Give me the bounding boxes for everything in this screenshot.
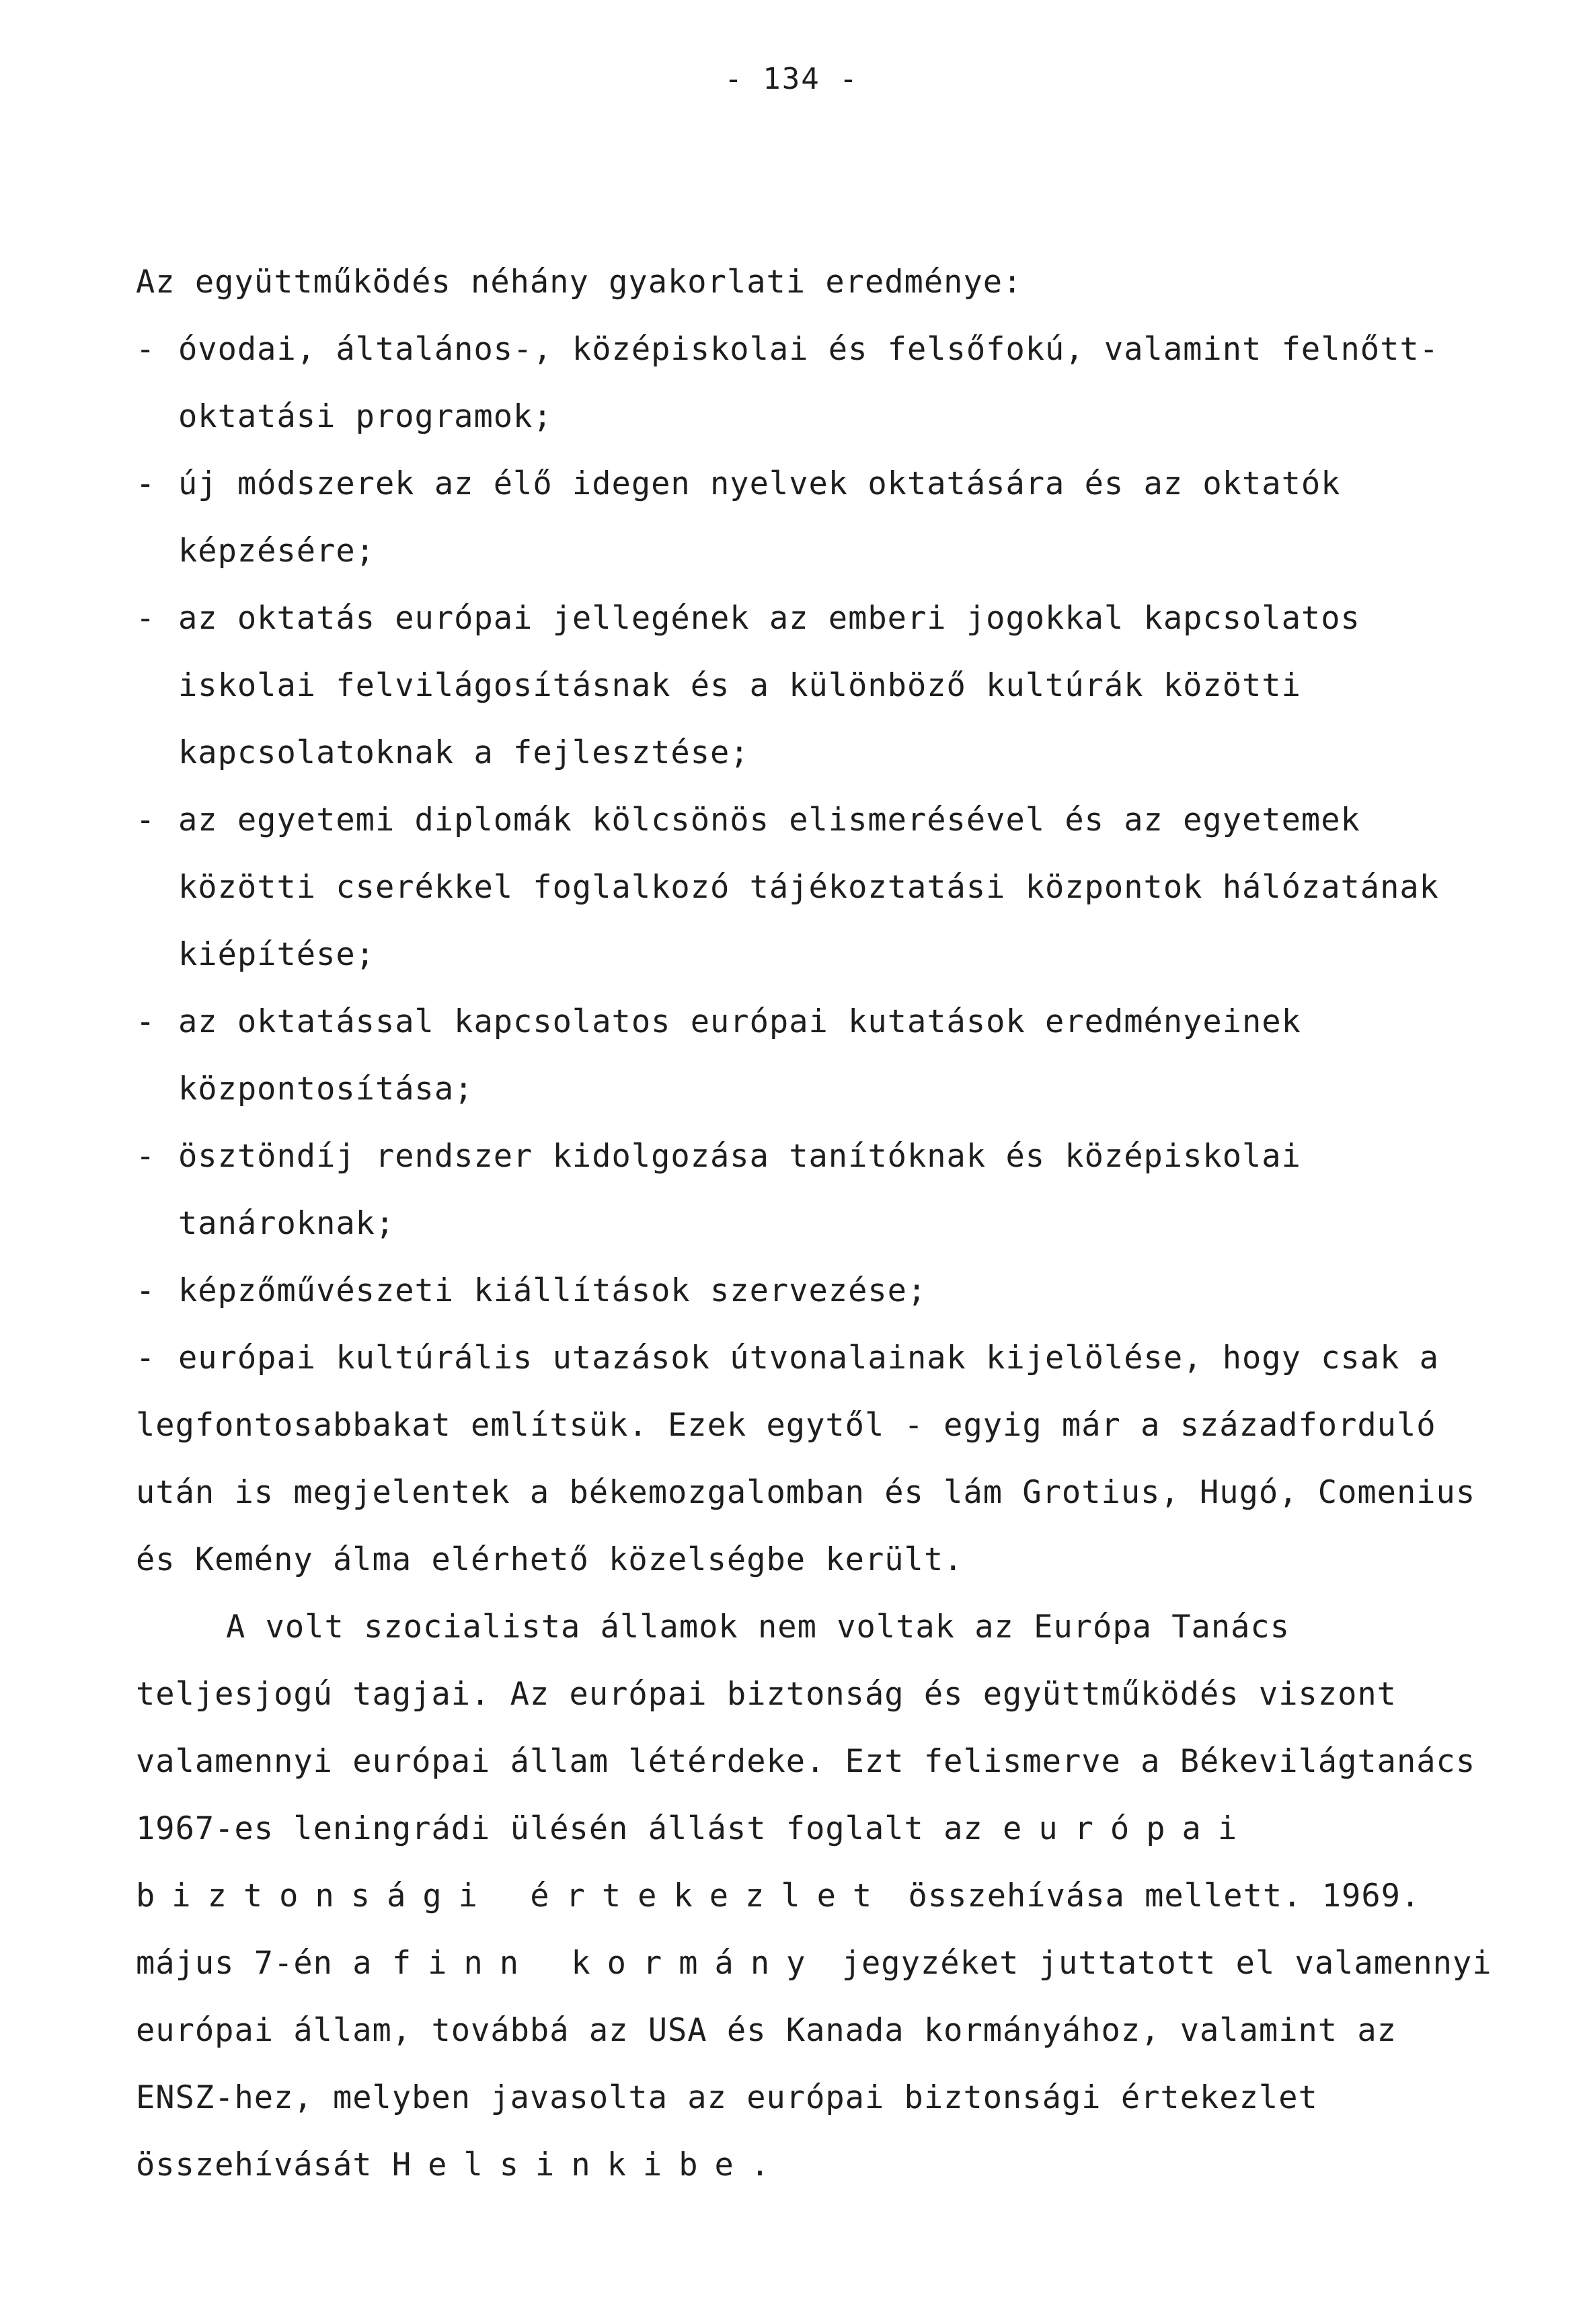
list-item-text: új módszerek az élő idegen nyelvek oktatására és az oktatók képzésére;: [178, 465, 1341, 570]
document-body: [136, 249, 1494, 2199]
list-item: [136, 989, 1494, 1123]
list-item: [136, 1325, 1494, 1392]
emphasized-text: Helsinkibe: [391, 2146, 750, 2183]
list-dash: -: [136, 331, 156, 368]
body-paragraph: [136, 1594, 1494, 2199]
list-item-text: képzőművészeti kiállítások szervezése;: [178, 1272, 927, 1309]
list-item-text: az oktatás európai jellegének az emberi jogokkal kapcsolatos iskolai felvilágosításnak és a különböző kultúrák közötti kapcsolatoknak a fejlesztése;: [178, 600, 1360, 771]
emphasized-text: európai biztonsági értekezlet: [136, 1810, 1254, 1914]
paragraph-text: jegyzéket juttatott el valamennyi európai állam, továbbá az USA és Kanada kormányához, valamint az ENSZ-hez, melyben javasolta az európai biztonsági értekezlet összehívását: [136, 1945, 1492, 2183]
list-item: [136, 585, 1494, 787]
list-dash: -: [136, 802, 156, 839]
paragraph-text: összehívása mellett. 1969. május 7-én a: [136, 1877, 1421, 1982]
list-dash: -: [136, 600, 156, 637]
list-dash: -: [136, 465, 156, 502]
list-dash: -: [136, 1272, 156, 1309]
list-item: [136, 316, 1494, 451]
intro-line: Az együttműködés néhány gyakorlati eredménye:: [136, 264, 1023, 301]
list-dash: -: [136, 1138, 156, 1175]
page-number: - 134 -: [724, 62, 859, 96]
list-item: [136, 1123, 1494, 1257]
list-item-text: az oktatással kapcsolatos európai kutatások eredményeinek központosítása;: [178, 1003, 1301, 1108]
paragraph-text: .: [750, 2146, 771, 2183]
list-item: [136, 451, 1494, 585]
paragraph-text: A volt szocialista államok nem voltak az Európa Tanács teljesjogú tagjai. Az európai biztonság és együttműködés viszont valamennyi európai állam létérdeke. Ezt felismerve a Békevilágtanács 1967-es leningrádi ülésén állást foglalt az: [136, 1609, 1476, 1847]
list-item: [136, 1257, 1494, 1325]
list-dash: -: [136, 1340, 156, 1377]
list-item-text: az egyetemi diplomák kölcsönös elismerésével és az egyetemek közötti cserékkel foglalkozó tájékoztatási központok hálózatának kiépítése;: [178, 802, 1439, 973]
list-item-text: ösztöndíj rendszer kidolgozása tanítóknak és középiskolai tanároknak;: [178, 1138, 1301, 1242]
list-continuation: legfontosabbakat említsük. Ezek egytől - egyig már a századforduló után is megjelentek a békemozgalomban és lám Grotius, Hugó, Comenius és Kemény álma elérhető közelségbe került.: [136, 1407, 1476, 1578]
list-item-text: európai kultúrális utazások útvonalainak kijelölése, hogy csak a: [178, 1340, 1439, 1377]
list-item-text: óvodai, általános-, középiskolai és felsőfokú, valamint felnőtt-oktatási programok;: [178, 331, 1439, 435]
list-dash: -: [136, 1003, 156, 1040]
emphasized-text: finn kormány: [391, 1945, 822, 1982]
list-item: [136, 787, 1494, 989]
